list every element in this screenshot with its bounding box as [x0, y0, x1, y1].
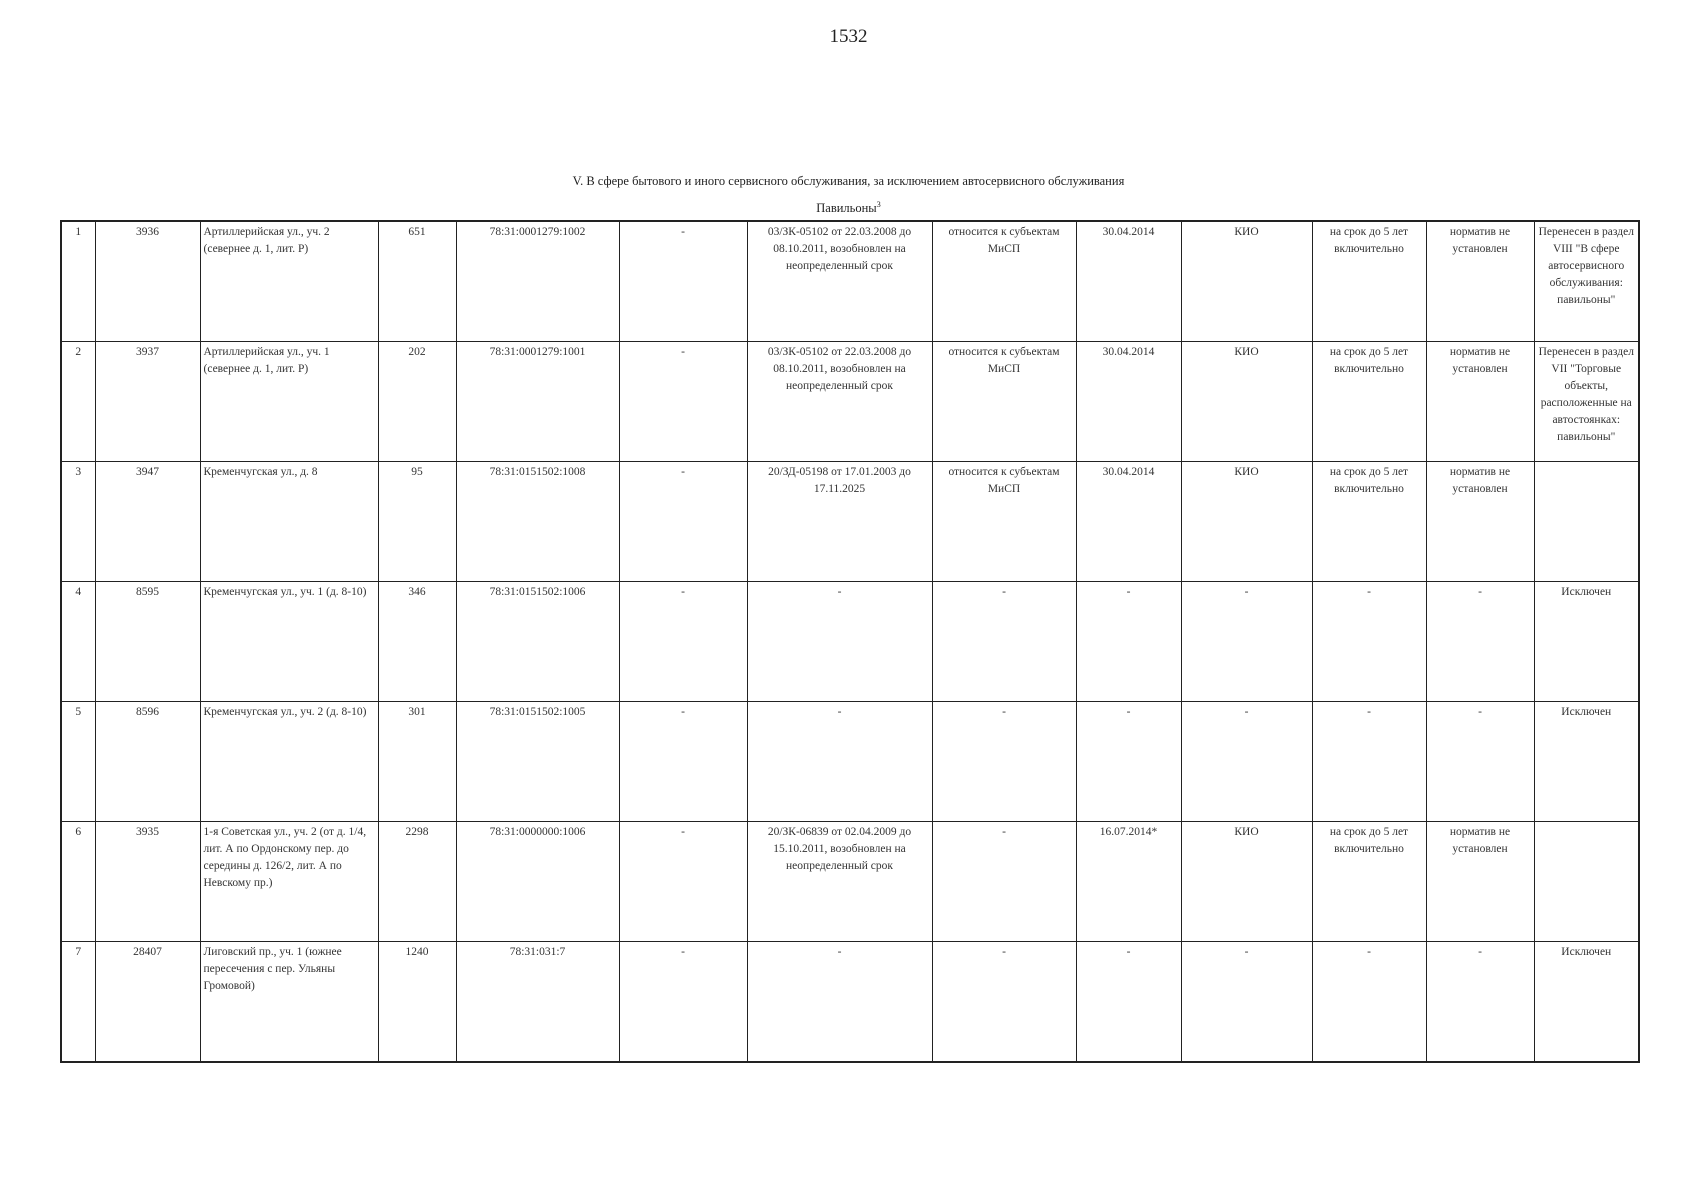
cell-cadastral-number: 78:31:0151502:1008: [456, 462, 619, 582]
cell-row-number: 1: [61, 221, 95, 342]
cell-object-code: 3936: [95, 221, 200, 342]
cell-norm: норматив не установлен: [1426, 822, 1534, 942]
cell-organization: КИО: [1181, 221, 1312, 342]
cell-contract: 03/ЗК-05102 от 22.03.2008 до 08.10.2011, возобновлен на неопределенный срок: [747, 342, 932, 462]
cell-norm: норматив не установлен: [1426, 462, 1534, 582]
table-row: [61, 702, 1639, 822]
cell-column-6: -: [619, 822, 747, 942]
cell-term: -: [1312, 582, 1426, 702]
cell-category: относится к субъектам МиСП: [932, 462, 1076, 582]
cell-norm: -: [1426, 582, 1534, 702]
cell-object-code: 3935: [95, 822, 200, 942]
cell-area: 95: [378, 462, 456, 582]
cell-column-6: -: [619, 462, 747, 582]
cell-column-6: -: [619, 942, 747, 1063]
table-body: [61, 221, 1639, 1062]
cell-note: Исключен: [1534, 942, 1639, 1063]
subsection-title: [0, 200, 1697, 216]
cell-contract: -: [747, 942, 932, 1063]
cell-date: 16.07.2014*: [1076, 822, 1181, 942]
cell-address: Лиговский пр., уч. 1 (южнее пересечения с пер. Ульяны Громовой): [200, 942, 378, 1063]
cell-term: на срок до 5 лет включительно: [1312, 462, 1426, 582]
cell-object-code: 28407: [95, 942, 200, 1063]
cell-column-6: -: [619, 342, 747, 462]
cell-note: Перенесен в раздел VII "Торговые объекты, расположенные на автостоянках: павильоны": [1534, 342, 1639, 462]
cell-date: 30.04.2014: [1076, 342, 1181, 462]
cell-date: 30.04.2014: [1076, 221, 1181, 342]
table-row: [61, 462, 1639, 582]
cell-term: на срок до 5 лет включительно: [1312, 342, 1426, 462]
cell-address: Кременчугская ул., уч. 2 (д. 8-10): [200, 702, 378, 822]
cell-row-number: 5: [61, 702, 95, 822]
cell-address: Кременчугская ул., д. 8: [200, 462, 378, 582]
cell-object-code: 3937: [95, 342, 200, 462]
page-number: 1532: [829, 26, 868, 47]
cell-column-6: -: [619, 582, 747, 702]
section-title: V. В сфере бытового и иного сервисного обслуживания, за исключением автосервисного обслуживания: [572, 174, 1125, 188]
cell-area: 2298: [378, 822, 456, 942]
cell-date: -: [1076, 942, 1181, 1063]
cell-address: 1-я Советская ул., уч. 2 (от д. 1/4, лит. А по Ордонскому пер. до середины д. 126/2, лит. А по Невскому пр.): [200, 822, 378, 942]
cell-note: [1534, 462, 1639, 582]
cell-contract: -: [747, 702, 932, 822]
subsection-title-text: Павильоны: [816, 201, 877, 216]
cell-norm: -: [1426, 702, 1534, 822]
cell-note: Исключен: [1534, 582, 1639, 702]
cell-column-6: -: [619, 702, 747, 822]
table-row: [61, 582, 1639, 702]
cell-object-code: 3947: [95, 462, 200, 582]
cell-cadastral-number: 78:31:0001279:1002: [456, 221, 619, 342]
cell-organization: -: [1181, 942, 1312, 1063]
cell-cadastral-number: 78:31:0151502:1006: [456, 582, 619, 702]
cell-organization: -: [1181, 702, 1312, 822]
cell-term: -: [1312, 702, 1426, 822]
cell-term: на срок до 5 лет включительно: [1312, 221, 1426, 342]
cell-address: Артиллерийская ул., уч. 1 (севернее д. 1, лит. Р): [200, 342, 378, 462]
cell-cadastral-number: 78:31:031:7: [456, 942, 619, 1063]
cell-organization: -: [1181, 582, 1312, 702]
cell-contract: 03/ЗК-05102 от 22.03.2008 до 08.10.2011, возобновлен на неопределенный срок: [747, 221, 932, 342]
table-row: [61, 942, 1639, 1063]
cell-norm: норматив не установлен: [1426, 221, 1534, 342]
cell-date: -: [1076, 702, 1181, 822]
cell-object-code: 8595: [95, 582, 200, 702]
cell-cadastral-number: 78:31:0001279:1001: [456, 342, 619, 462]
cell-category: -: [932, 582, 1076, 702]
cell-area: 346: [378, 582, 456, 702]
table-row: [61, 342, 1639, 462]
cell-column-6: -: [619, 221, 747, 342]
cell-organization: КИО: [1181, 462, 1312, 582]
cell-row-number: 7: [61, 942, 95, 1063]
cell-term: на срок до 5 лет включительно: [1312, 822, 1426, 942]
cell-cadastral-number: 78:31:0151502:1005: [456, 702, 619, 822]
cell-row-number: 4: [61, 582, 95, 702]
table-row: [61, 221, 1639, 342]
cell-organization: КИО: [1181, 822, 1312, 942]
cell-category: -: [932, 942, 1076, 1063]
cell-address: Кременчугская ул., уч. 1 (д. 8-10): [200, 582, 378, 702]
cell-row-number: 2: [61, 342, 95, 462]
cell-category: относится к субъектам МиСП: [932, 342, 1076, 462]
cell-note: [1534, 822, 1639, 942]
cell-address: Артиллерийская ул., уч. 2 (севернее д. 1, лит. Р): [200, 221, 378, 342]
cell-organization: КИО: [1181, 342, 1312, 462]
cell-category: -: [932, 822, 1076, 942]
cell-note: Перенесен в раздел VIII "В сфере автосервисного обслуживания: павильоны": [1534, 221, 1639, 342]
cell-contract: 20/ЗК-06839 от 02.04.2009 до 15.10.2011, возобновлен на неопределенный срок: [747, 822, 932, 942]
cell-category: относится к субъектам МиСП: [932, 221, 1076, 342]
table-row: [61, 822, 1639, 942]
cell-term: -: [1312, 942, 1426, 1063]
cell-area: 651: [378, 221, 456, 342]
cell-row-number: 3: [61, 462, 95, 582]
cell-area: 301: [378, 702, 456, 822]
cell-date: 30.04.2014: [1076, 462, 1181, 582]
footnote-mark: 3: [876, 200, 881, 209]
cell-area: 202: [378, 342, 456, 462]
cell-area: 1240: [378, 942, 456, 1063]
cell-norm: -: [1426, 942, 1534, 1063]
cell-note: Исключен: [1534, 702, 1639, 822]
cell-contract: 20/ЗД-05198 от 17.01.2003 до 17.11.2025: [747, 462, 932, 582]
cell-cadastral-number: 78:31:0000000:1006: [456, 822, 619, 942]
registry-table: [60, 220, 1640, 1063]
cell-object-code: 8596: [95, 702, 200, 822]
cell-row-number: 6: [61, 822, 95, 942]
cell-contract: -: [747, 582, 932, 702]
cell-norm: норматив не установлен: [1426, 342, 1534, 462]
cell-category: -: [932, 702, 1076, 822]
cell-date: -: [1076, 582, 1181, 702]
